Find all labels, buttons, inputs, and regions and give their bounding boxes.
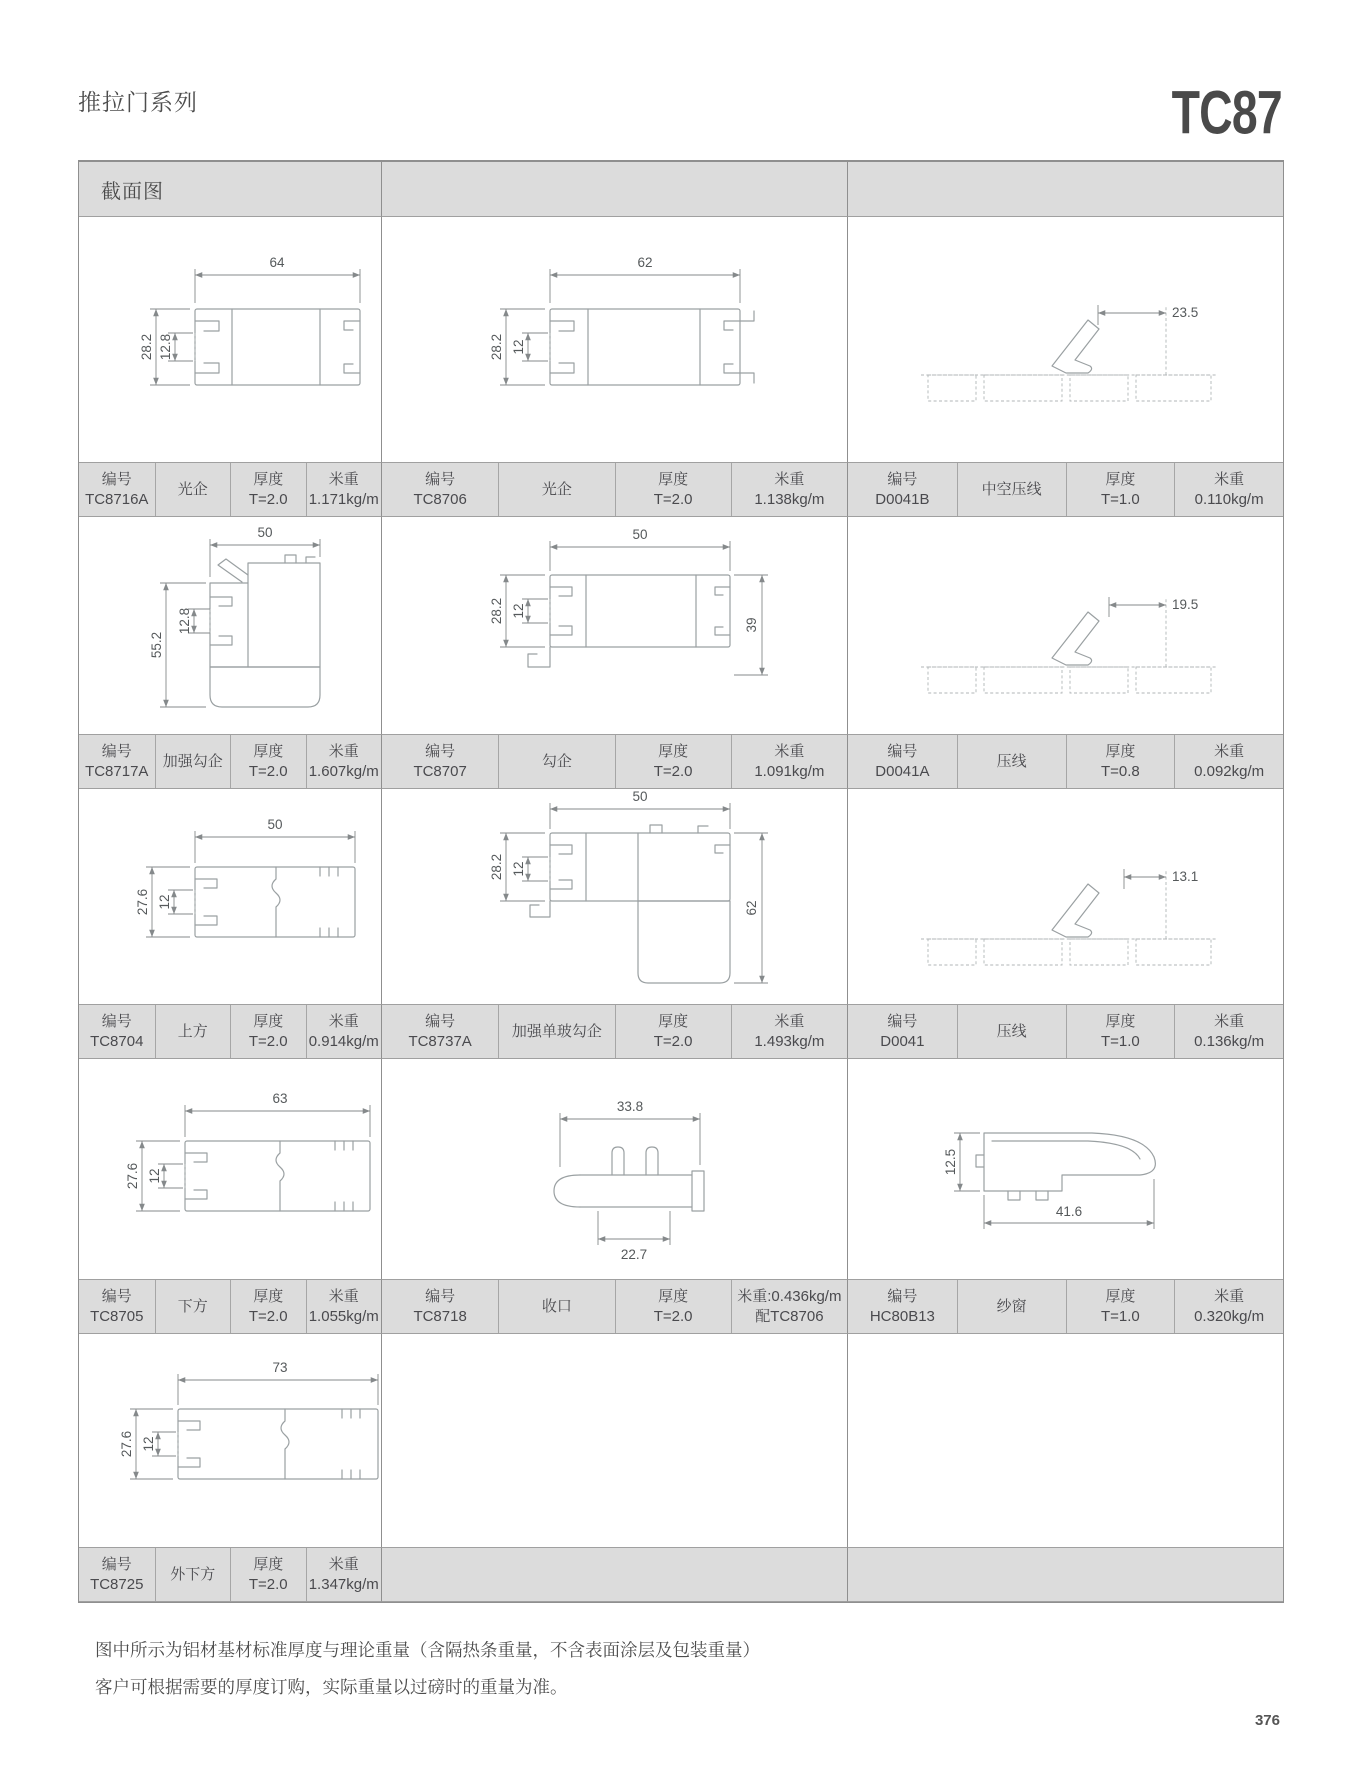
profile-code: TC8725: [90, 1575, 144, 1593]
profile-table: [78, 160, 1284, 1603]
code-label: 编号: [425, 1012, 456, 1030]
dim-label: 50: [267, 817, 283, 832]
dim-label: 12.8: [177, 607, 192, 635]
profile-code: TC8717A: [85, 762, 149, 780]
weight-cell: [306, 1548, 382, 1601]
spec-row-d0041a: [847, 734, 1283, 789]
dim-label: 12.5: [942, 1148, 958, 1176]
table-header-cell: [381, 162, 847, 217]
code-cell: [79, 1005, 155, 1058]
thickness-cell: [1066, 1005, 1175, 1058]
model-code: TC87: [1171, 79, 1282, 148]
code-label: 编号: [101, 1287, 132, 1305]
drawing-tc8717a: [79, 517, 381, 734]
thickness-cell: [230, 1548, 306, 1601]
thickness-label: 厚度: [1105, 1287, 1136, 1305]
dim-label: 23.5: [1171, 305, 1198, 320]
thickness-label: 厚度: [658, 470, 689, 488]
code-label: 编号: [101, 742, 132, 760]
spec-row-tc8706: [381, 462, 847, 517]
thickness-cell: [615, 463, 731, 516]
profile-name: 加强勾企: [155, 735, 231, 788]
code-label: 编号: [887, 1287, 918, 1305]
drawing-d0041b: [847, 217, 1283, 462]
dim-label: 12: [510, 861, 526, 877]
thickness-value: T=2.0: [248, 762, 288, 780]
weight-value: 0.092kg/m: [1194, 762, 1265, 780]
code-cell: [79, 735, 155, 788]
weight-label: 米重: [1214, 470, 1245, 488]
drawing-tc8718: [381, 1059, 847, 1279]
weight-label: 米重: [774, 742, 805, 760]
profile-code: TC8737A: [408, 1032, 472, 1050]
code-cell: [382, 463, 498, 516]
dim-label: 27.6: [125, 1162, 140, 1190]
profile-code: TC8706: [413, 490, 467, 508]
thickness-label: 厚度: [253, 1287, 284, 1305]
profile-code: HC80B13: [869, 1307, 935, 1325]
code-label: 编号: [887, 1012, 918, 1030]
dim-label: 50: [257, 525, 273, 540]
dim-label: 27.6: [119, 1430, 134, 1458]
dim-label: 28.2: [488, 597, 504, 625]
weight-cell: [731, 735, 847, 788]
thickness-cell: [1066, 463, 1175, 516]
code-label: 编号: [425, 742, 456, 760]
profile-name: 上方: [155, 1005, 231, 1058]
code-cell: [382, 735, 498, 788]
thickness-label: 厚度: [253, 742, 284, 760]
drawing-d0041: [847, 789, 1283, 1004]
weight-cell: [731, 1280, 847, 1333]
drawing-tc8705: [79, 1059, 381, 1279]
drawing-tc8737a: [381, 789, 847, 1004]
thickness-cell: [615, 735, 731, 788]
thickness-cell: [230, 463, 306, 516]
dim-label: 62: [636, 255, 653, 270]
code-cell: [79, 463, 155, 516]
series-title: 推拉门系列: [78, 89, 198, 115]
weight-value: 1.607kg/m: [308, 762, 379, 780]
dim-label: 50: [631, 789, 648, 804]
drawing-tc8704: [79, 789, 381, 1004]
drawing-hc80b13: [847, 1059, 1283, 1279]
weight-cell: [731, 1005, 847, 1058]
table-header-cell: [847, 162, 1283, 217]
thickness-label: 厚度: [253, 1555, 284, 1573]
thickness-value: T=1.0: [1100, 1307, 1140, 1325]
drawing-tc8706: [381, 217, 847, 462]
weight-cell: [1174, 463, 1283, 516]
code-cell: [382, 1005, 498, 1058]
weight-cell: [731, 463, 847, 516]
profile-name: 中空压线: [957, 463, 1066, 516]
profile-code: TC8718: [413, 1307, 467, 1325]
dim-label: 13.1: [1171, 869, 1198, 884]
spec-row-tc8725: [79, 1547, 381, 1602]
profile-name: 下方: [155, 1280, 231, 1333]
weight-value: 1.091kg/m: [754, 762, 825, 780]
thickness-label: 厚度: [658, 1012, 689, 1030]
thickness-cell: [615, 1005, 731, 1058]
footnote: [95, 1632, 760, 1706]
dim-label: 28.2: [488, 853, 504, 881]
thickness-label: 厚度: [253, 1012, 284, 1030]
dim-label: 41.6: [1055, 1204, 1082, 1219]
code-label: 编号: [101, 1012, 132, 1030]
weight-label: 米重: [1214, 1287, 1245, 1305]
dim-label: 12: [510, 603, 526, 619]
drawing-d0041a: [847, 517, 1283, 734]
spec-row-d0041: [847, 1004, 1283, 1059]
weight-value: 0.110kg/m: [1194, 490, 1264, 508]
thickness-label: 厚度: [658, 1287, 689, 1305]
weight-value: 1.055kg/m: [308, 1307, 379, 1325]
thickness-cell: [230, 735, 306, 788]
profile-code: D0041A: [875, 762, 930, 780]
code-label: 编号: [425, 470, 456, 488]
weight-cell: [306, 735, 382, 788]
thickness-value: T=1.0: [1100, 490, 1140, 508]
dim-label: 62: [743, 900, 759, 916]
thickness-value: T=2.0: [248, 490, 288, 508]
code-label: 编号: [887, 742, 918, 760]
drawing-tc8716a: [79, 217, 381, 462]
weight-cell: [1174, 735, 1283, 788]
thickness-label: 厚度: [1105, 742, 1136, 760]
code-cell: [848, 1280, 957, 1333]
profile-code: D0041: [880, 1032, 925, 1050]
spec-row-hc80b13: [847, 1279, 1283, 1334]
weight-label: 米重: [774, 1012, 805, 1030]
profile-name: 压线: [957, 1005, 1066, 1058]
profile-name: 压线: [957, 735, 1066, 788]
dim-label: 12.8: [158, 333, 173, 361]
code-label: 编号: [425, 1287, 456, 1305]
profile-code: D0041B: [875, 490, 930, 508]
dim-label: 12: [147, 1168, 162, 1184]
spec-row-tc8704: [79, 1004, 381, 1059]
weight-cell: [1174, 1005, 1283, 1058]
dim-label: 39: [743, 617, 759, 633]
page-number: 376: [1254, 1712, 1280, 1729]
thickness-label: 厚度: [1105, 1012, 1136, 1030]
empty-spec-cell: [381, 1547, 847, 1602]
footnote-line-1: 图中所示为铝材基材标准厚度与理论重量（含隔热条重量，不含表面涂层及包装重量）: [95, 1640, 760, 1660]
weight-label: 米重: [1214, 1012, 1245, 1030]
thickness-cell: [615, 1280, 731, 1333]
thickness-label: 厚度: [253, 470, 284, 488]
code-label: 编号: [887, 470, 918, 488]
thickness-value: T=2.0: [248, 1575, 288, 1593]
thickness-value: T=2.0: [248, 1307, 288, 1325]
dim-label: 27.6: [135, 888, 150, 916]
weight-label: 米重: [328, 1287, 359, 1305]
weight-note-line2: 配TC8706: [755, 1307, 824, 1325]
thickness-cell: [230, 1280, 306, 1333]
code-label: 编号: [101, 1555, 132, 1573]
drawing-tc8725: [79, 1334, 381, 1547]
weight-cell: [306, 1280, 382, 1333]
thickness-value: T=2.0: [653, 1032, 693, 1050]
dim-label: 33.8: [616, 1099, 643, 1114]
weight-label: 米重: [328, 742, 359, 760]
profile-name: 纱窗: [957, 1280, 1066, 1333]
spec-row-tc8717a: [79, 734, 381, 789]
weight-value: 1.138kg/m: [754, 490, 825, 508]
dim-label: 12: [141, 1436, 156, 1452]
dim-label: 55.2: [149, 631, 164, 659]
dim-label: 73: [272, 1360, 288, 1375]
code-cell: [79, 1280, 155, 1333]
thickness-value: T=2.0: [653, 1307, 693, 1325]
thickness-cell: [230, 1005, 306, 1058]
code-cell: [382, 1280, 498, 1333]
profile-name: 光企: [498, 463, 614, 516]
spec-row-tc8705: [79, 1279, 381, 1334]
weight-cell: [306, 463, 382, 516]
profile-code: TC8704: [90, 1032, 144, 1050]
code-cell: [848, 1005, 957, 1058]
empty-spec-cell: [847, 1547, 1283, 1602]
thickness-value: T=2.0: [248, 1032, 288, 1050]
profile-code: TC8705: [90, 1307, 144, 1325]
weight-value: 0.320kg/m: [1194, 1307, 1265, 1325]
thickness-cell: [1066, 1280, 1175, 1333]
dim-label: 63: [272, 1091, 288, 1106]
spec-row-d0041b: [847, 462, 1283, 517]
weight-label: 米重: [328, 1555, 359, 1573]
dim-label: 64: [269, 255, 285, 270]
weight-value: 0.136kg/m: [1194, 1032, 1265, 1050]
thickness-cell: [1066, 735, 1175, 788]
drawing-tc8707: [381, 517, 847, 734]
dim-label: 28.2: [139, 333, 154, 361]
thickness-label: 厚度: [658, 742, 689, 760]
empty-drawing-cell: [847, 1334, 1283, 1547]
weight-label: 米重: [1214, 742, 1245, 760]
spec-row-tc8718: [381, 1279, 847, 1334]
thickness-value: T=2.0: [653, 762, 693, 780]
weight-value: 0.914kg/m: [308, 1032, 379, 1050]
table-header-cell: [79, 162, 381, 217]
profile-name: 勾企: [498, 735, 614, 788]
thickness-value: T=1.0: [1100, 1032, 1140, 1050]
weight-value: 1.493kg/m: [754, 1032, 825, 1050]
thickness-value: T=0.8: [1100, 762, 1140, 780]
code-label: 编号: [101, 470, 132, 488]
weight-cell: [1174, 1280, 1283, 1333]
code-cell: [848, 735, 957, 788]
profile-name: 光企: [155, 463, 231, 516]
code-cell: [79, 1548, 155, 1601]
spec-row-tc8716a: [79, 462, 381, 517]
empty-drawing-cell: [381, 1334, 847, 1547]
weight-value: 1.171kg/m: [308, 490, 379, 508]
weight-value: 1.347kg/m: [308, 1575, 379, 1593]
weight-label: 米重: [328, 470, 359, 488]
spec-row-tc8707: [381, 734, 847, 789]
thickness-value: T=2.0: [653, 490, 693, 508]
spec-row-tc8737a: [381, 1004, 847, 1059]
section-header-label: 截面图: [101, 180, 164, 203]
code-cell: [848, 463, 957, 516]
dim-label: 50: [631, 527, 648, 542]
weight-note-line1: 米重:0.436kg/m: [737, 1287, 842, 1305]
profile-code: TC8716A: [85, 490, 149, 508]
weight-label: 米重: [774, 470, 805, 488]
footnote-line-2: 客户可根据需要的厚度订购，实际重量以过磅时的重量为准。: [95, 1677, 568, 1697]
profile-name: 收口: [498, 1280, 614, 1333]
thickness-label: 厚度: [1105, 470, 1136, 488]
weight-label: 米重: [328, 1012, 359, 1030]
profile-name: 加强单玻勾企: [498, 1005, 614, 1058]
dim-label: 12: [157, 894, 172, 910]
weight-cell: [306, 1005, 382, 1058]
profile-code: TC8707: [413, 762, 467, 780]
dim-label: 22.7: [620, 1247, 647, 1262]
dim-label: 28.2: [488, 333, 504, 361]
dim-label: 12: [510, 339, 526, 355]
profile-name: 外下方: [155, 1548, 231, 1601]
dim-label: 19.5: [1171, 597, 1198, 612]
